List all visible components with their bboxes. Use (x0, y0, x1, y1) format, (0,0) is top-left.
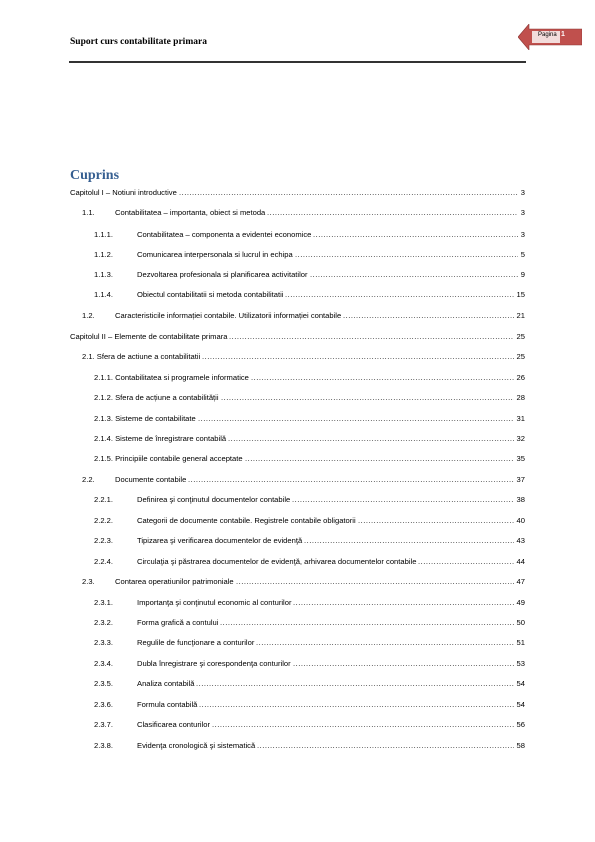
toc-dot-leader (418, 556, 514, 568)
toc-entry-page: 54 (516, 679, 525, 688)
toc-entry-number: 1.2. (82, 311, 95, 320)
toc-entry-text: 2.1.3. Sisteme de contabilitate (94, 414, 196, 423)
toc-dot-leader (285, 289, 514, 301)
toc-entry-page: 58 (516, 741, 525, 750)
toc-entry[interactable] (0, 678, 595, 690)
toc-entry[interactable] (0, 719, 595, 731)
toc-entry[interactable] (0, 535, 595, 547)
toc-entry-number: 1.1.1. (94, 230, 113, 239)
toc-entry-number: 2.3.8. (94, 741, 113, 750)
toc-dot-leader (293, 597, 514, 609)
toc-entry[interactable] (0, 637, 595, 649)
toc-entry[interactable] (0, 249, 595, 261)
toc-dot-leader (220, 617, 514, 629)
toc-entry-page: 3 (520, 208, 525, 217)
toc-entry-number: 2.3.3. (94, 638, 113, 647)
toc-entry[interactable] (0, 413, 595, 425)
toc-entry[interactable] (0, 351, 595, 363)
toc-entry-number: 2.2.2. (94, 516, 113, 525)
toc-entry-text: Dezvoltarea profesionala si planificarea activitatilor (137, 270, 308, 279)
toc-entry[interactable] (0, 474, 595, 486)
toc-entry-text: 2.1.5. Principiile contabile general acceptate (94, 454, 243, 463)
toc-entry-text: Caracteristicile informației contabile. Utilizatorii informației contabile (115, 311, 342, 320)
toc-entry-text: Circulaţia şi păstrarea documentelor de evidenţă, arhivarea documentelor contabile (137, 557, 417, 566)
toc-dot-leader (267, 207, 518, 219)
toc-dot-leader (295, 249, 518, 261)
toc-entry-number: 2.2.1. (94, 495, 113, 504)
toc-dot-leader (212, 719, 514, 731)
toc-entry-number: 1.1. (82, 208, 95, 217)
toc-entry-page: 49 (516, 598, 525, 607)
toc-entry-page: 37 (516, 475, 525, 484)
toc-entry[interactable] (0, 494, 595, 506)
toc-dot-leader (179, 187, 518, 199)
toc-entry-page: 53 (516, 659, 525, 668)
toc-entry[interactable] (0, 453, 595, 465)
toc-entry[interactable] (0, 372, 595, 384)
toc-dot-leader (310, 269, 518, 281)
toc-entry-page: 51 (516, 638, 525, 647)
toc-entry-number: 2.3.7. (94, 720, 113, 729)
toc-entry[interactable] (0, 269, 595, 281)
toc-entry-number: 2.2.3. (94, 536, 113, 545)
toc-entry-text: Evidenţa cronologică şi sistematică (137, 741, 256, 750)
toc-entry-number: 1.1.2. (94, 250, 113, 259)
toc-entry-page: 21 (516, 311, 525, 320)
toc-entry-text: Importanţa şi conţinutul economic al conturilor (137, 598, 292, 607)
toc-entry[interactable] (0, 187, 595, 199)
toc-entry[interactable] (0, 597, 595, 609)
toc-entry-page: 43 (516, 536, 525, 545)
toc-entry-number: 2.2.4. (94, 557, 113, 566)
toc-entry-text: Regulile de funcţionare a conturilor (137, 638, 255, 647)
toc-entry[interactable] (0, 740, 595, 752)
toc-entry[interactable] (0, 617, 595, 629)
toc-entry-page: 25 (516, 332, 525, 341)
toc-entry-number: 2.3. (82, 577, 95, 586)
toc-entry-text: Documente contabile (115, 475, 187, 484)
toc-entry-text: Contabilitatea – componenta a evidentei economice (137, 230, 312, 239)
toc-dot-leader (256, 637, 514, 649)
toc-entry-page: 54 (516, 700, 525, 709)
toc-dot-leader (228, 433, 514, 445)
toc-entry-page: 38 (516, 495, 525, 504)
toc-entry-text: 2.1.4. Sisteme de înregistrare contabilă (94, 434, 227, 443)
toc-entry-text: 2.1.2. Sfera de acțiune a contabilității (94, 393, 219, 402)
toc-entry-page: 9 (520, 270, 525, 279)
toc-entry-page: 50 (516, 618, 525, 627)
toc-entry[interactable] (0, 433, 595, 445)
toc-entry[interactable] (0, 699, 595, 711)
toc-entry-text: Tipizarea şi verificarea documentelor de evidenţă (137, 536, 303, 545)
toc-entry[interactable] (0, 229, 595, 241)
toc-entry-page: 44 (516, 557, 525, 566)
toc-entry-text: Categorii de documente contabile. Registrele contabile obligatorii (137, 516, 356, 525)
toc-dot-leader (221, 392, 514, 404)
toc-entry-text: Contabilitatea – importanta, obiect si metoda (115, 208, 266, 217)
toc-dot-leader (245, 453, 514, 465)
toc-entry-text: Comunicarea interpersonala si lucrul in echipa (137, 250, 293, 259)
toc-entry[interactable] (0, 392, 595, 404)
toc-dot-leader (292, 494, 514, 506)
toc-dot-leader (229, 331, 514, 343)
toc-entry-text: Formula contabilă (137, 700, 198, 709)
toc-entry-number: 2.3.2. (94, 618, 113, 627)
toc-entry-page: 56 (516, 720, 525, 729)
toc-entry[interactable] (0, 310, 595, 322)
toc-entry-text: Obiectul contabilitatii si metoda contabilitatii (137, 290, 284, 299)
toc-dot-leader (196, 678, 514, 690)
toc-dot-leader (257, 740, 514, 752)
toc-entry-text: Capitolul I – Notiuni introductive (70, 188, 177, 197)
toc-entry[interactable] (0, 207, 595, 219)
page-label: Pagina (538, 32, 557, 38)
toc-entry-page: 3 (520, 230, 525, 239)
toc-entry-text: Clasificarea conturilor (137, 720, 211, 729)
toc-entry-number: 1.1.4. (94, 290, 113, 299)
toc-dot-leader (251, 372, 514, 384)
toc-entry-text: 2.1. Sfera de actiune a contabilitatii (82, 352, 201, 361)
toc-entry-page: 47 (516, 577, 525, 586)
toc-entry-page: 3 (520, 188, 525, 197)
toc-entry[interactable] (0, 658, 595, 670)
toc-entry-text: 2.1.1. Contabilitatea si programele informatice (94, 373, 249, 382)
document-header-title: Suport curs contabilitate primara (70, 37, 207, 47)
toc-dot-leader (199, 699, 514, 711)
toc-entry-number: 2.3.1. (94, 598, 113, 607)
toc-dot-leader (343, 310, 514, 322)
toc-entry-page: 40 (516, 516, 525, 525)
toc-entry-page: 28 (516, 393, 525, 402)
toc-dot-leader (188, 474, 514, 486)
toc-entry-number: 2.2. (82, 475, 95, 484)
toc-entry-page: 15 (516, 290, 525, 299)
toc-dot-leader (293, 658, 514, 670)
toc-dot-leader (202, 351, 514, 363)
toc-entry-text: Definirea şi conţinutul documentelor contabile (137, 495, 291, 504)
toc-entry[interactable] (0, 331, 595, 343)
toc-dot-leader (313, 229, 518, 241)
toc-entry-number: 2.3.5. (94, 679, 113, 688)
toc-entry-page: 32 (516, 434, 525, 443)
toc-entry-page: 35 (516, 454, 525, 463)
toc-entry-number: 2.3.4. (94, 659, 113, 668)
toc-entry-text: Forma grafică a contului (137, 618, 219, 627)
toc-entry-text: Capitolul II – Elemente de contabilitate primara (70, 332, 228, 341)
toc-dot-leader (304, 535, 514, 547)
toc-title: Cuprins (70, 168, 120, 183)
toc-entry-text: Analiza contabilă (137, 679, 195, 688)
toc-dot-leader (198, 413, 514, 425)
toc-entry-page: 25 (516, 352, 525, 361)
toc-dot-leader (358, 515, 514, 527)
toc-entry[interactable] (0, 576, 595, 588)
toc-entry-number: 2.3.6. (94, 700, 113, 709)
toc-entry-text: Contarea operatiunilor patrimoniale (115, 577, 234, 586)
toc-entry[interactable] (0, 515, 595, 527)
toc-entry[interactable] (0, 556, 595, 568)
toc-entry-page: 26 (516, 373, 525, 382)
toc-entry-number: 1.1.3. (94, 270, 113, 279)
page-number: 1 (561, 31, 565, 38)
toc-entry-text: Dubla înregistrare şi corespondenţa conturilor (137, 659, 291, 668)
toc-entry-page: 5 (520, 250, 525, 259)
toc-dot-leader (236, 576, 514, 588)
toc-entry-page: 31 (516, 414, 525, 423)
toc-entry[interactable] (0, 289, 595, 301)
